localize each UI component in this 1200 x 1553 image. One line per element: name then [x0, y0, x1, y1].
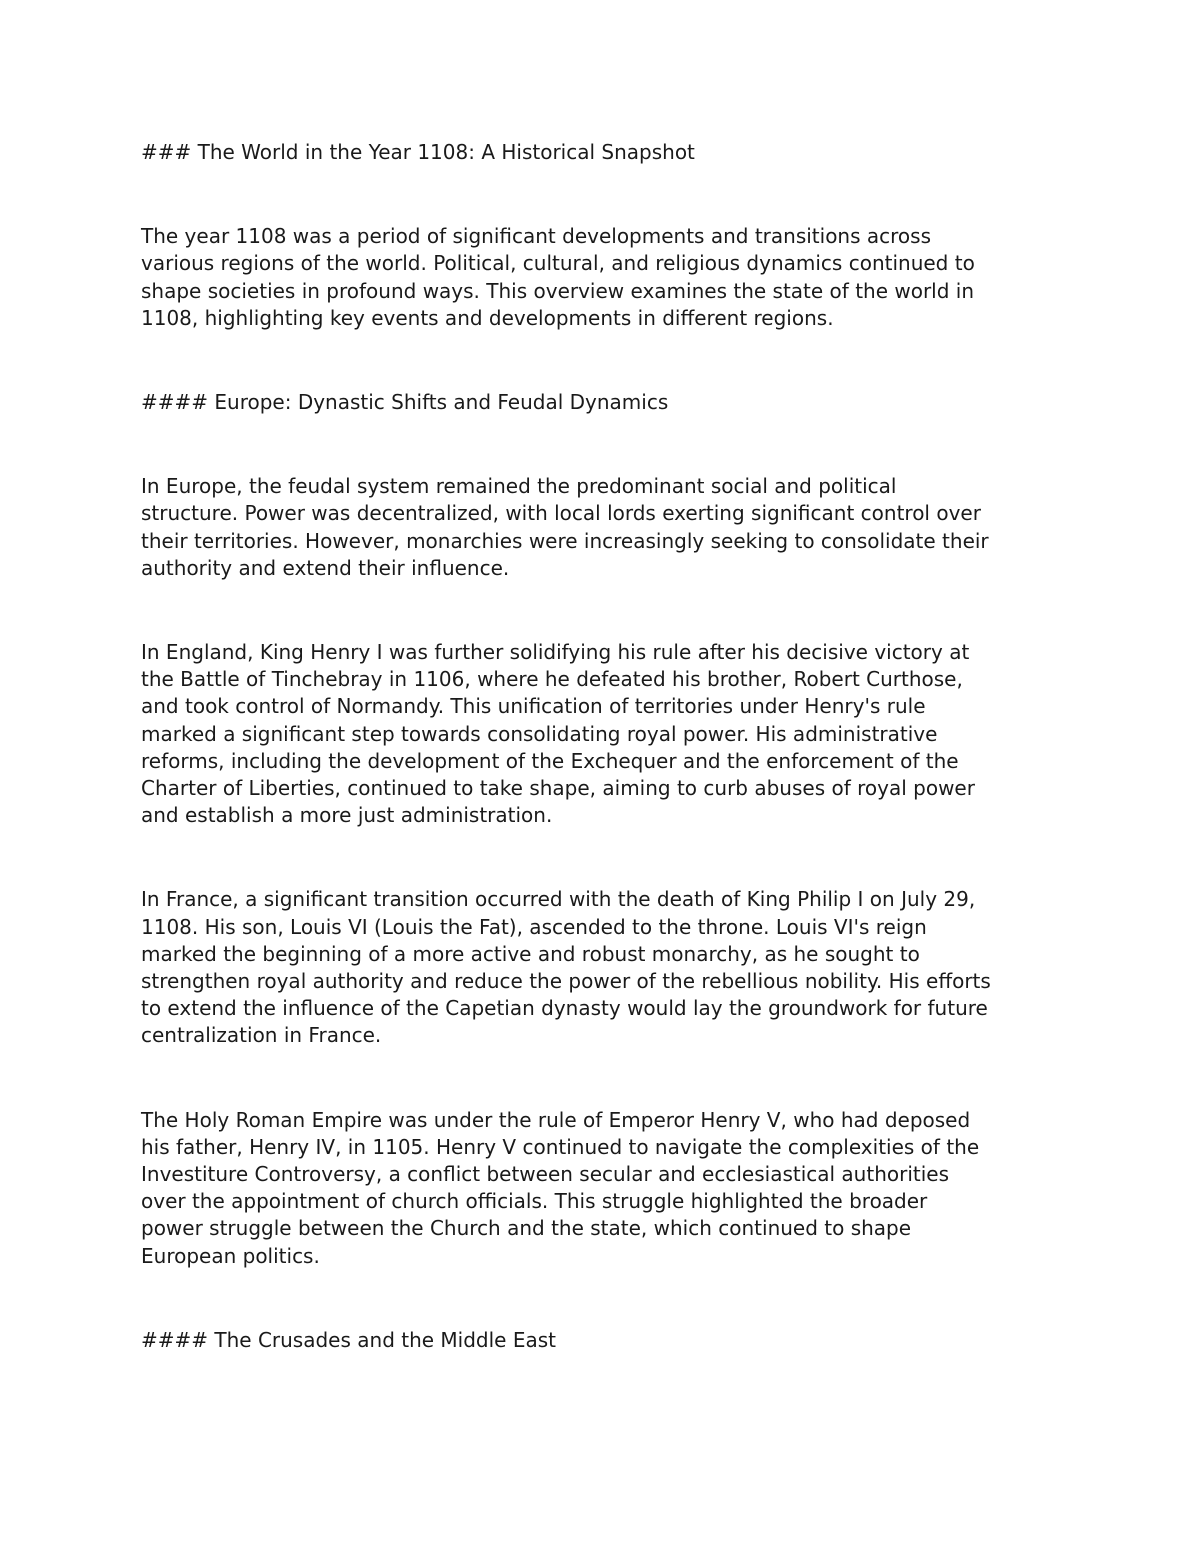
text-line: In France, a significant transition occurred with the death of King Philip I on July 29, — [141, 887, 976, 912]
text-line: In Europe, the feudal system remained the predominant social and political — [141, 474, 897, 499]
text-line: to extend the influence of the Capetian dynasty would lay the groundwork for future — [141, 996, 988, 1021]
text-line: shape societies in profound ways. This overview examines the state of the world in — [141, 278, 975, 303]
text-line: and establish a more just administration. — [141, 803, 553, 828]
text-line: and took control of Normandy. This unification of territories under Henry's rule — [141, 694, 926, 719]
text-line: reforms, including the development of the Exchequer and the enforcement of the — [141, 748, 959, 773]
europe-paragraph-holy-roman-empire — [141, 1107, 1066, 1270]
text-line: over the appointment of church officials. This struggle highlighted the broader — [141, 1189, 928, 1214]
text-line: marked the beginning of a more active and robust monarchy, as he sought to — [141, 941, 920, 966]
text-line: structure. Power was decentralized, with local lords exerting significant control over — [141, 501, 981, 526]
europe-paragraph-feudal — [141, 473, 1066, 582]
section-heading-europe: #### Europe: Dynastic Shifts and Feudal Dynamics — [141, 390, 669, 415]
text-line: In England, King Henry I was further solidifying his rule after his decisive victory at — [141, 640, 970, 665]
text-line: his father, Henry IV, in 1105. Henry V continued to navigate the complexities of the — [141, 1134, 980, 1159]
text-line: the Battle of Tinchebray in 1106, where he defeated his brother, Robert Curthose, — [141, 667, 963, 692]
section-heading-crusades: #### The Crusades and the Middle East — [141, 1327, 556, 1352]
europe-paragraph-england — [141, 639, 1066, 829]
intro-paragraph — [141, 223, 1066, 332]
europe-paragraph-france — [141, 886, 1066, 1049]
document-title: ### The World in the Year 1108: A Historical Snapshot — [141, 140, 695, 164]
text-line: European politics. — [141, 1243, 320, 1268]
text-line: authority and extend their influence. — [141, 555, 510, 580]
text-line: The Holy Roman Empire was under the rule of Emperor Henry V, who had deposed — [141, 1107, 971, 1132]
text-line: 1108. His son, Louis VI (Louis the Fat), ascended to the throne. Louis VI's reign — [141, 914, 927, 939]
text-line: various regions of the world. Political, cultural, and religious dynamics continued to — [141, 251, 975, 276]
text-line: their territories. However, monarchies were increasingly seeking to consolidate their — [141, 528, 989, 553]
text-line: centralization in France. — [141, 1023, 382, 1048]
text-line: Charter of Liberties, continued to take shape, aiming to curb abuses of royal power — [141, 776, 975, 801]
text-line: 1108, highlighting key events and developments in different regions. — [141, 305, 834, 330]
text-line: marked a significant step towards consolidating royal power. His administrative — [141, 721, 938, 746]
text-line: power struggle between the Church and the state, which continued to shape — [141, 1216, 912, 1241]
text-line: The year 1108 was a period of significant developments and transitions across — [141, 224, 931, 249]
text-line: strengthen royal authority and reduce the power of the rebellious nobility. His efforts — [141, 969, 991, 994]
text-line: Investiture Controversy, a conflict between secular and ecclesiastical authorities — [141, 1162, 950, 1187]
document-page — [141, 139, 1066, 1411]
